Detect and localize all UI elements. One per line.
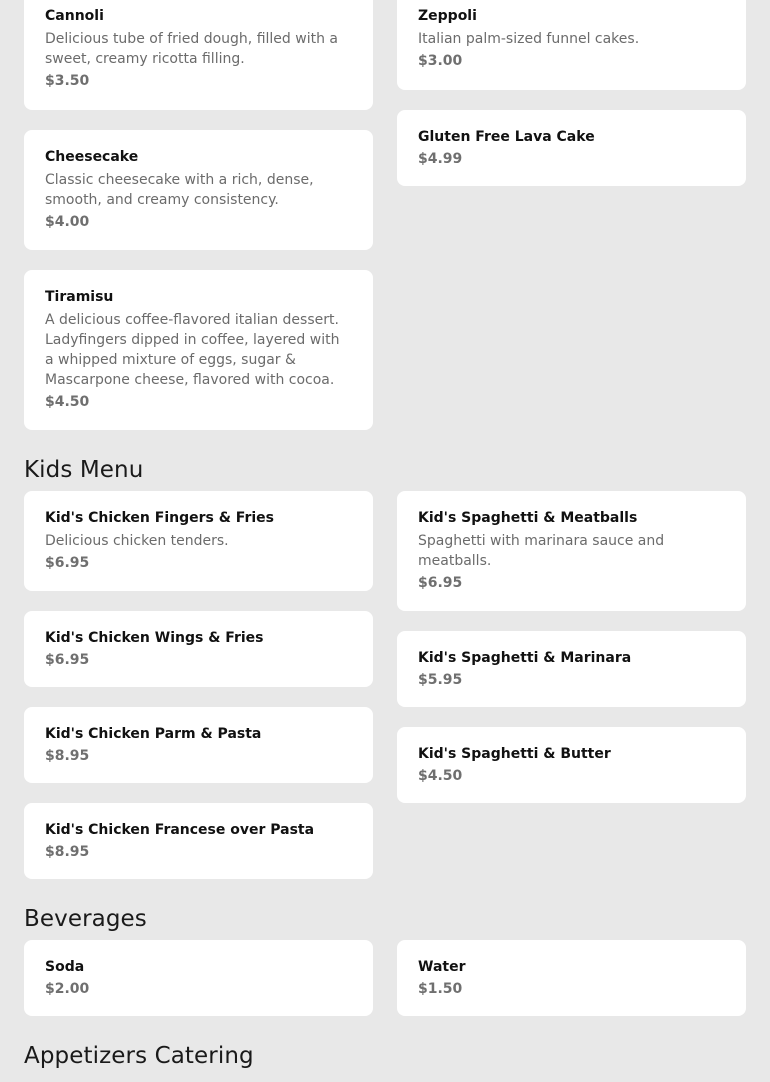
menu-item-name: Gluten Free Lava Cake	[418, 129, 595, 145]
menu-item-name: Cheesecake	[45, 149, 139, 165]
menu-item-description: A delicious coffee-flavored italian dessert. Ladyfingers dipped in coffee, layered with a whipped mixture of eggs, sugar & Mascarpone cheese, flavored with cocoa.	[45, 312, 340, 388]
menu-item-price: $1.50	[418, 981, 463, 997]
menu-item-description: Spaghetti with marinara sauce and meatballs.	[418, 533, 665, 569]
menu-item-name: Soda	[45, 959, 85, 975]
menu-item-name: Kid's Chicken Parm & Pasta	[45, 726, 262, 742]
section-title-kids-menu: Kids Menu	[24, 457, 144, 483]
menu-item-name: Zeppoli	[418, 8, 477, 24]
menu-item-card[interactable]	[24, 940, 373, 1016]
menu-item-price: $8.95	[45, 844, 90, 860]
menu-item-price: $6.95	[45, 652, 90, 668]
menu-item-price: $6.95	[45, 555, 90, 571]
menu-item-price: $3.50	[45, 73, 90, 89]
menu-item-card[interactable]	[24, 491, 373, 591]
menu-item-price: $2.00	[45, 981, 90, 997]
menu-item-description: Italian palm-sized funnel cakes.	[418, 31, 640, 47]
menu-item-name: Kid's Spaghetti & Butter	[418, 746, 611, 762]
menu-item-card[interactable]	[397, 0, 746, 90]
menu-item-card[interactable]	[397, 727, 746, 803]
menu-item-name: Tiramisu	[45, 289, 114, 305]
menu-item-price: $5.95	[418, 672, 463, 688]
menu-item-name: Water	[418, 959, 466, 975]
menu-item-description: Delicious tube of fried dough, filled with a sweet, creamy ricotta filling.	[45, 31, 338, 67]
menu-item-name: Kid's Chicken Wings & Fries	[45, 630, 264, 646]
menu-item-name: Kid's Chicken Fingers & Fries	[45, 510, 275, 526]
section-title-beverages: Beverages	[24, 906, 147, 932]
menu-item-card[interactable]	[397, 491, 746, 611]
menu-item-price: $4.99	[418, 151, 463, 167]
menu-item-card[interactable]	[397, 110, 746, 186]
menu-item-price: $3.00	[418, 53, 463, 69]
menu-item-name: Cannoli	[45, 8, 104, 24]
menu-item-name: Kid's Spaghetti & Meatballs	[418, 510, 638, 526]
menu-item-card[interactable]	[24, 270, 373, 430]
menu-item-card[interactable]	[24, 0, 373, 110]
menu-item-card[interactable]	[24, 611, 373, 687]
menu-item-price: $8.95	[45, 748, 90, 764]
menu-item-price: $4.50	[418, 768, 463, 784]
section-title-appetizers-catering: Appetizers Catering	[24, 1043, 254, 1069]
menu-item-price: $4.00	[45, 214, 90, 230]
menu-item-name: Kid's Chicken Francese over Pasta	[45, 822, 315, 838]
menu-item-name: Kid's Spaghetti & Marinara	[418, 650, 632, 666]
menu-item-description: Classic cheesecake with a rich, dense, smooth, and creamy consistency.	[45, 172, 314, 208]
menu-item-price: $4.50	[45, 394, 90, 410]
menu-item-card[interactable]	[24, 803, 373, 879]
menu-item-description: Delicious chicken tenders.	[45, 533, 229, 549]
menu-item-price: $6.95	[418, 575, 463, 591]
menu-item-card[interactable]	[24, 130, 373, 250]
menu-item-card[interactable]	[24, 707, 373, 783]
menu-item-card[interactable]	[397, 940, 746, 1016]
menu-item-card[interactable]	[397, 631, 746, 707]
